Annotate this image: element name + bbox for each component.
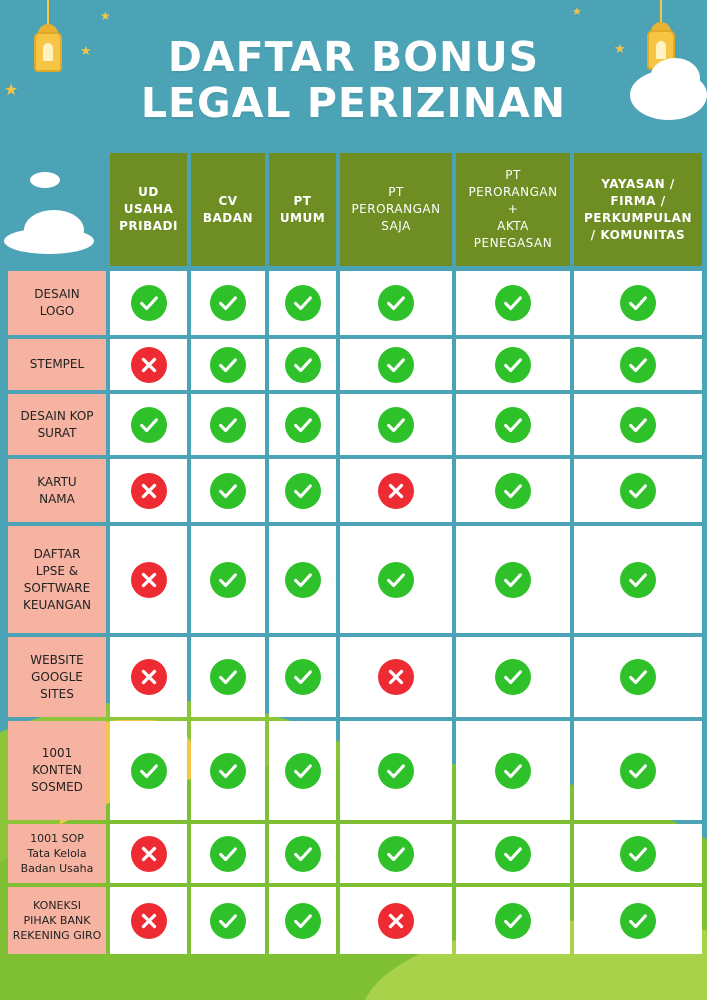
column-header-cv: CV BADAN bbox=[191, 153, 265, 266]
table-cell bbox=[191, 824, 265, 883]
cloud-shape bbox=[30, 172, 60, 188]
table-cell bbox=[574, 637, 702, 717]
check-icon bbox=[210, 836, 246, 872]
table-cell bbox=[191, 459, 265, 522]
table-cell bbox=[110, 394, 187, 455]
row-label: 1001 KONTEN SOSMED bbox=[8, 721, 106, 820]
cross-icon bbox=[378, 659, 414, 695]
column-header-pt-perorangan-saja: PT PERORANGAN SAJA bbox=[340, 153, 452, 266]
page-title bbox=[0, 34, 707, 126]
table-cell bbox=[456, 637, 570, 717]
cross-icon bbox=[131, 903, 167, 939]
row-label: 1001 SOP Tata Kelola Badan Usaha bbox=[8, 824, 106, 883]
check-icon bbox=[620, 347, 656, 383]
table-cell bbox=[110, 339, 187, 390]
table-cell bbox=[191, 887, 265, 954]
table-cell bbox=[340, 637, 452, 717]
check-icon bbox=[210, 903, 246, 939]
star-icon: ★ bbox=[4, 80, 19, 99]
check-icon bbox=[285, 473, 321, 509]
cross-icon bbox=[131, 836, 167, 872]
check-icon bbox=[285, 753, 321, 789]
column-header-yayasan: YAYASAN / FIRMA / PERKUMPULAN / KOMUNITAS bbox=[574, 153, 702, 266]
table-cell bbox=[269, 271, 336, 335]
table-cell bbox=[340, 824, 452, 883]
table-cell bbox=[340, 459, 452, 522]
check-icon bbox=[210, 473, 246, 509]
check-icon bbox=[620, 836, 656, 872]
cloud-shape bbox=[4, 228, 94, 254]
table-cell bbox=[574, 824, 702, 883]
table-cell bbox=[110, 526, 187, 633]
check-icon bbox=[285, 659, 321, 695]
title-line-2: LEGAL PERIZINAN bbox=[140, 79, 567, 127]
check-icon bbox=[378, 347, 414, 383]
cross-icon bbox=[131, 562, 167, 598]
table-cell bbox=[110, 887, 187, 954]
table-cell bbox=[269, 887, 336, 954]
check-icon bbox=[495, 285, 531, 321]
cross-icon bbox=[131, 347, 167, 383]
check-icon bbox=[378, 562, 414, 598]
table-cell bbox=[340, 339, 452, 390]
check-icon bbox=[285, 347, 321, 383]
table-cell bbox=[269, 394, 336, 455]
table-cell bbox=[191, 526, 265, 633]
row-label: DESAIN KOP SURAT bbox=[8, 394, 106, 455]
check-icon bbox=[285, 562, 321, 598]
column-header-pt-umum: PT UMUM bbox=[269, 153, 336, 266]
title-line-1: DAFTAR BONUS bbox=[167, 33, 540, 81]
table-cell bbox=[191, 271, 265, 335]
table-cell bbox=[574, 339, 702, 390]
check-icon bbox=[210, 285, 246, 321]
check-icon bbox=[378, 836, 414, 872]
table-cell bbox=[340, 721, 452, 820]
star-icon: ★ bbox=[614, 42, 626, 57]
table-cell bbox=[340, 394, 452, 455]
table-cell bbox=[110, 824, 187, 883]
table-cell bbox=[340, 887, 452, 954]
cross-icon bbox=[378, 473, 414, 509]
table-cell bbox=[110, 637, 187, 717]
check-icon bbox=[620, 659, 656, 695]
table-cell bbox=[456, 824, 570, 883]
check-icon bbox=[378, 285, 414, 321]
check-icon bbox=[620, 903, 656, 939]
table-cell bbox=[110, 459, 187, 522]
check-icon bbox=[285, 903, 321, 939]
check-icon bbox=[210, 562, 246, 598]
check-icon bbox=[495, 659, 531, 695]
table-cell bbox=[456, 271, 570, 335]
check-icon bbox=[210, 753, 246, 789]
check-icon bbox=[285, 836, 321, 872]
table-cell bbox=[191, 394, 265, 455]
table-cell bbox=[269, 526, 336, 633]
table-cell bbox=[191, 339, 265, 390]
row-label: KONEKSI PIHAK BANK REKENING GIRO bbox=[8, 887, 106, 954]
check-icon bbox=[495, 562, 531, 598]
table-cell bbox=[269, 339, 336, 390]
column-header-pt-perorangan-akta: PT PERORANGAN + AKTA PENEGASAN bbox=[456, 153, 570, 266]
table-cell bbox=[456, 887, 570, 954]
row-label: STEMPEL bbox=[8, 339, 106, 390]
table-cell bbox=[456, 721, 570, 820]
check-icon bbox=[495, 473, 531, 509]
table-cell bbox=[574, 887, 702, 954]
check-icon bbox=[210, 659, 246, 695]
star-icon: ★ bbox=[80, 44, 92, 59]
check-icon bbox=[131, 285, 167, 321]
check-icon bbox=[495, 753, 531, 789]
check-icon bbox=[285, 407, 321, 443]
check-icon bbox=[620, 407, 656, 443]
check-icon bbox=[210, 347, 246, 383]
check-icon bbox=[285, 285, 321, 321]
table-cell bbox=[191, 637, 265, 717]
check-icon bbox=[495, 347, 531, 383]
row-label: DESAIN LOGO bbox=[8, 271, 106, 335]
check-icon bbox=[131, 407, 167, 443]
row-label: KARTU NAMA bbox=[8, 459, 106, 522]
table-cell bbox=[269, 824, 336, 883]
table-cell bbox=[456, 394, 570, 455]
check-icon bbox=[495, 903, 531, 939]
check-icon bbox=[620, 285, 656, 321]
table-cell bbox=[269, 459, 336, 522]
check-icon bbox=[495, 407, 531, 443]
check-icon bbox=[131, 753, 167, 789]
table-cell bbox=[574, 271, 702, 335]
table-cell bbox=[269, 721, 336, 820]
table-cell bbox=[574, 459, 702, 522]
cross-icon bbox=[131, 659, 167, 695]
check-icon bbox=[620, 562, 656, 598]
row-label: DAFTAR LPSE & SOFTWARE KEUANGAN bbox=[8, 526, 106, 633]
table-cell bbox=[110, 721, 187, 820]
table-cell bbox=[110, 271, 187, 335]
table-cell bbox=[574, 526, 702, 633]
cross-icon bbox=[378, 903, 414, 939]
star-icon: ★ bbox=[100, 9, 111, 23]
table-cell bbox=[574, 394, 702, 455]
row-label: WEBSITE GOOGLE SITES bbox=[8, 637, 106, 717]
table-cell bbox=[269, 637, 336, 717]
table-cell bbox=[191, 721, 265, 820]
table-cell bbox=[340, 271, 452, 335]
check-icon bbox=[210, 407, 246, 443]
star-icon: ★ bbox=[572, 5, 582, 18]
table-cell bbox=[574, 721, 702, 820]
table-cell bbox=[456, 459, 570, 522]
check-icon bbox=[378, 753, 414, 789]
cross-icon bbox=[131, 473, 167, 509]
table-cell bbox=[456, 526, 570, 633]
table-cell bbox=[340, 526, 452, 633]
check-icon bbox=[620, 473, 656, 509]
check-icon bbox=[620, 753, 656, 789]
check-icon bbox=[378, 407, 414, 443]
table-cell bbox=[456, 339, 570, 390]
column-header-ud: UD USAHA PRIBADI bbox=[110, 153, 187, 266]
check-icon bbox=[495, 836, 531, 872]
